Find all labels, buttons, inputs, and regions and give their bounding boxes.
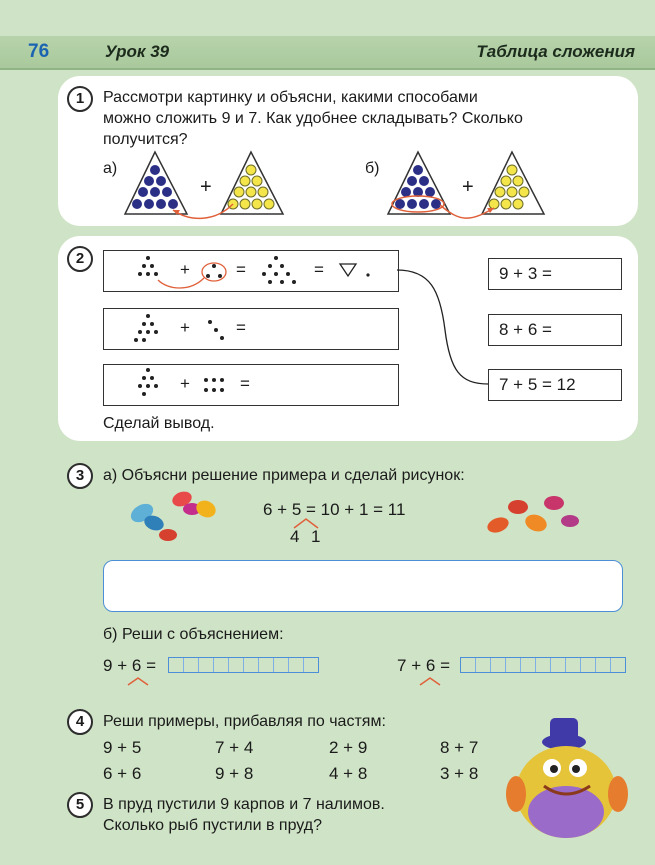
- lesson-title: Урок 39: [105, 42, 170, 61]
- task4-example: 6 + 6: [103, 764, 142, 783]
- section-title: Таблица сложения: [476, 42, 635, 61]
- answer-grid-1[interactable]: [168, 657, 319, 673]
- split-mark-icon: [292, 517, 322, 529]
- task2-row1-eq1: =: [236, 260, 246, 279]
- answer-grid-2[interactable]: [460, 657, 626, 673]
- task3-split-right: 1: [311, 527, 321, 546]
- task4-example: 9 + 5: [103, 738, 142, 757]
- task3-ex2-eq: =: [440, 656, 451, 675]
- task1-line1: Рассмотри картинку и объясни, какими способами: [103, 89, 478, 106]
- task3-ex1: [103, 656, 156, 676]
- task4-example: 3 + 8: [440, 764, 479, 783]
- task5-number: 5: [67, 792, 93, 818]
- task4-text: Реши примеры, прибавляя по частям:: [103, 713, 386, 730]
- split-mark-icon: [126, 676, 150, 686]
- task3-ex1-right: 6: [131, 656, 142, 675]
- butterflies-icon: [120, 485, 230, 555]
- task4-number: 4: [67, 709, 93, 735]
- task1-line2: можно сложить 9 и 7. Как удобнее складывать? Сколько: [103, 110, 523, 127]
- task3-ex2: [397, 656, 450, 676]
- task4-example: 2 + 9: [329, 738, 368, 757]
- page-number: 76: [28, 41, 50, 62]
- task2-row1-plus: +: [180, 260, 190, 279]
- task3-ex2-left: 7: [397, 656, 407, 675]
- task5-line2: Сколько рыб пустили в пруд?: [103, 817, 322, 834]
- task4-example: 4 + 8: [329, 764, 368, 783]
- task1-plus-a: +: [200, 176, 212, 198]
- task2-row2-plus: +: [180, 318, 190, 337]
- task1-plus-b: +: [462, 176, 474, 198]
- task3-ex1-left: 9: [103, 656, 113, 675]
- creature-icon: [500, 702, 635, 852]
- task3-ex2-plus: +: [411, 656, 422, 675]
- task4-example: 9 + 8: [215, 764, 254, 783]
- task3-part-b: б) Реши с объяснением:: [103, 626, 284, 643]
- task2-answer-2: 8 + 6 =: [499, 320, 552, 339]
- task3-ex1-plus: +: [117, 656, 128, 675]
- task1-line3: получится?: [103, 131, 188, 148]
- task2-row2-eq: =: [236, 318, 246, 337]
- butterflies-icon: [478, 485, 588, 555]
- task3-ex1-eq: =: [146, 656, 157, 675]
- task3-equation: 6 + 5 = 10 + 1 = 11: [263, 500, 406, 519]
- task5-text: [103, 794, 385, 836]
- split-mark-icon: [418, 676, 442, 686]
- task1-number: 1: [67, 86, 93, 112]
- task5-line1: В пруд пустили 9 карпов и 7 налимов.: [103, 796, 385, 813]
- task2-row3-eq: =: [240, 374, 250, 393]
- task2-row1-eq2: =: [314, 260, 324, 279]
- task2-conclusion: Сделай вывод.: [103, 415, 215, 432]
- task3-split-left: 4: [290, 527, 300, 546]
- task3-part-a: а) Объясни решение примера и сделай рисунок:: [103, 467, 465, 484]
- task2-answer-1: 9 + 3 =: [499, 264, 552, 283]
- task1-label-a: а): [103, 160, 118, 177]
- task4-example: 8 + 7: [440, 738, 479, 757]
- task2-number: 2: [67, 246, 93, 272]
- task4-example: 7 + 4: [215, 738, 254, 757]
- drawing-area[interactable]: [103, 560, 623, 612]
- task2-answer-3: 7 + 5 = 12: [499, 375, 576, 394]
- task3-number: 3: [67, 463, 93, 489]
- task2-row3-plus: +: [180, 374, 190, 393]
- task3-ex2-right: 6: [425, 656, 436, 675]
- task1-label-b: б): [365, 160, 380, 177]
